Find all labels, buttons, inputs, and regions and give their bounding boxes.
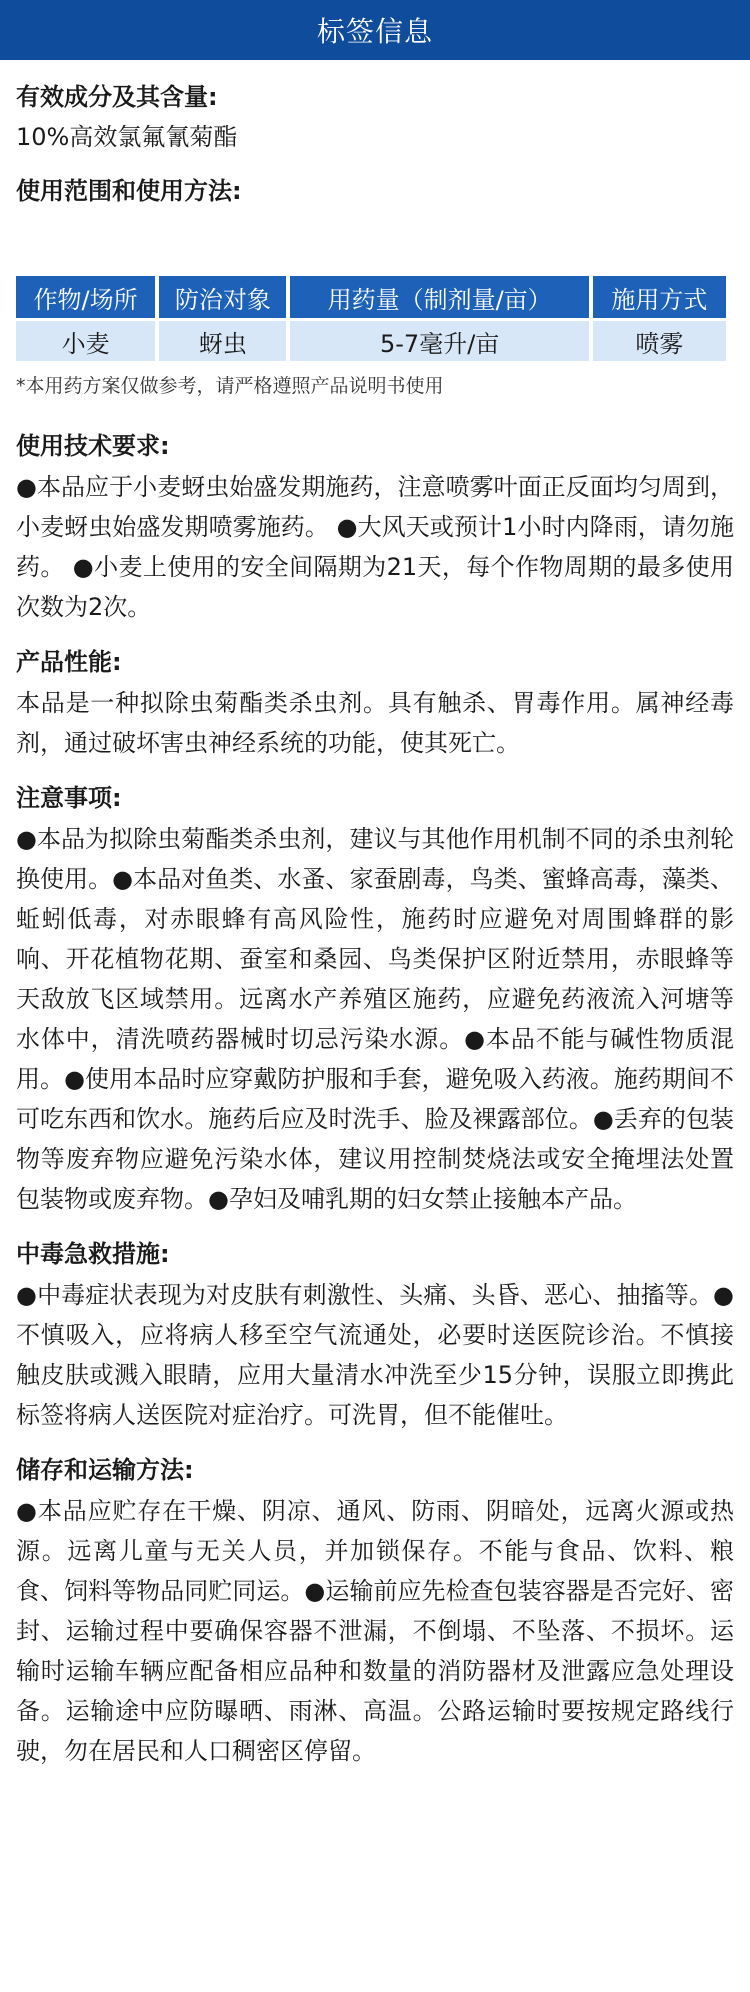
section-body: ●本品应贮存在干燥、阴凉、通风、防雨、阴暗处，远离火源或热源。远离儿童与无关人员，并加锁保存。不能与食品、饮料、粮食、饲料等物品同贮同运。●运输前应先检查包装容器是否完好、密封、运输过程中要确保容器不泄漏，不倒塌、不坠落、不损坏。运输时运输车辆应配备相应品种和数量的消防器材及泄露应急处理设备。运输途中应防曝晒、雨淋、高温。公路运输时要按规定路线行驶，勿在居民和人口稠密区停留。 [16,1497,734,1765]
table-cell-method: 喷雾 [593,321,726,361]
section-title: 产品性能: [16,648,122,676]
first-aid-section [16,1237,734,1435]
ingredient-section [16,80,734,156]
usage-section [16,174,734,399]
usage-title: 使用范围和使用方法: [16,177,242,205]
section-body: ●中毒症状表现为对皮肤有刺激性、头痛、头昏、恶心、抽搐等。●不慎吸入，应将病人移至空气流通处，必要时送医院诊治。不慎接触皮肤或溅入眼睛，应用大量清水冲洗至少15分钟，误服立即携此标签将病人送医院对症治疗。可洗胃，但不能催吐。 [16,1281,734,1429]
table-header-row [16,276,726,321]
table-cell-dosage: 5-7毫升/亩 [290,321,588,361]
dosage-table [12,276,730,361]
ingredient-value: 10%高效氯氟氰菊酯 [16,123,238,151]
table-header-method: 施用方式 [593,276,726,321]
section-title: 储存和运输方法: [16,1456,194,1484]
product-performance-section [16,645,734,763]
page-title: 标签信息 [316,15,433,48]
section-body: ●本品为拟除虫菊酯类杀虫剂，建议与其他作用机制不同的杀虫剂轮换使用。●本品对鱼类、水蚤、家蚕剧毒，鸟类、蜜蜂高毒，藻类、蚯蚓低毒，对赤眼蜂有高风险性，施药时应避免对周围蜂群的影响、开花植物花期、蚕室和桑园、鸟类保护区附近禁用，赤眼蜂等天敌放飞区域禁用。远离水产养殖区施药，应避免药液流入河塘等水体中，清洗喷药器械时切忌污染水源。●本品不能与碱性物质混用。●使用本品时应穿戴防护服和手套，避免吸入药液。施药期间不可吃东西和饮水。施药后应及时洗手、脸及裸露部位。●丢弃的包装物等废弃物应避免污染水体，建议用控制焚烧法或安全掩埋法处置包装物或废弃物。●孕妇及哺乳期的妇女禁止接触本产品。 [16,825,734,1213]
precautions-section [16,781,734,1219]
table-note: *本用药方案仅做参考，请严格遵照产品说明书使用 [16,375,444,397]
table-cell-target: 蚜虫 [159,321,286,361]
tech-requirements-section [16,429,734,627]
section-title: 使用技术要求: [16,432,170,460]
table-header-target: 防治对象 [159,276,286,321]
section-title: 注意事项: [16,784,122,812]
table-row [16,321,726,361]
table-cell-crop: 小麦 [16,321,155,361]
section-title: 中毒急救措施: [16,1240,170,1268]
table-header-dosage: 用药量（制剂量/亩） [290,276,588,321]
label-content [0,60,750,1771]
section-body: ●本品应于小麦蚜虫始盛发期施药，注意喷雾叶面正反面均匀周到，小麦蚜虫始盛发期喷雾施药。 ●大风天或预计1小时内降雨，请勿施药。 ●小麦上使用的安全间隔期为21天，每个作物周期的最多使用次数为2次。 [16,473,734,621]
header-bar [0,0,750,60]
table-header-crop: 作物/场所 [16,276,155,321]
storage-transport-section [16,1453,734,1771]
section-body: 本品是一种拟除虫菊酯类杀虫剂。具有触杀、胃毒作用。属神经毒剂，通过破坏害虫神经系统的功能，使其死亡。 [16,689,734,757]
ingredient-title: 有效成分及其含量: [16,83,218,111]
